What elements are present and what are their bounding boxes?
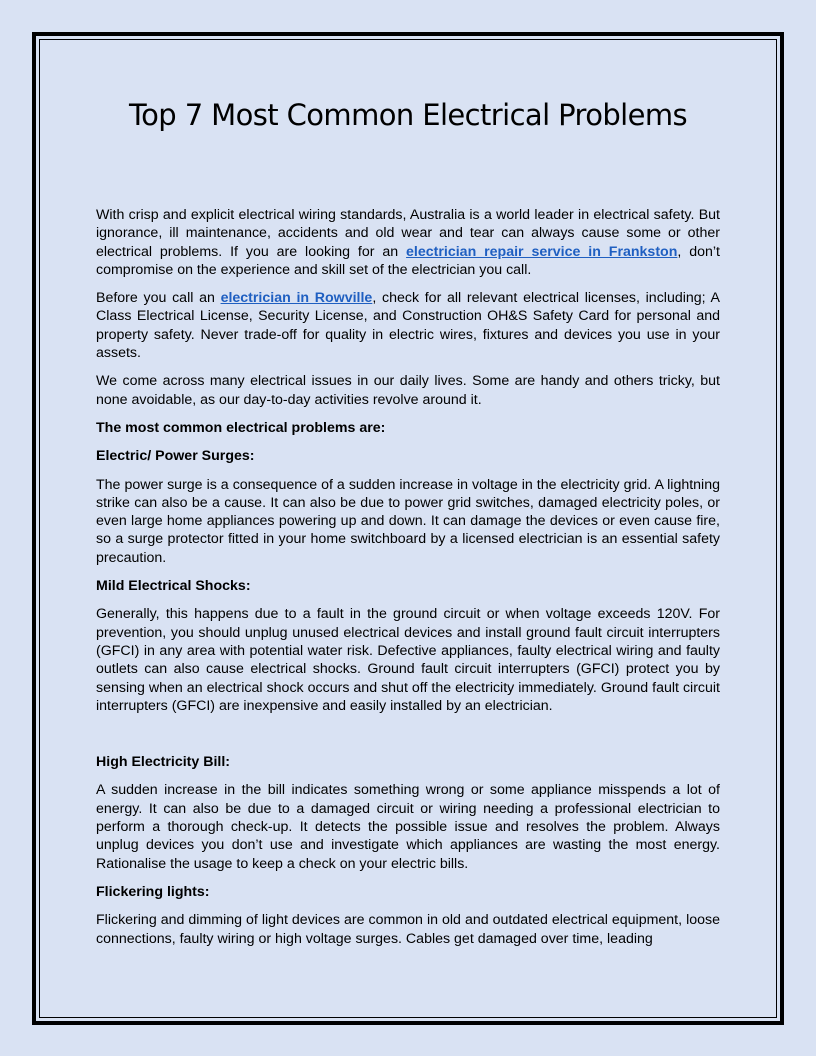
section-body-electrical-shocks: Generally, this happens due to a fault in the ground circuit or when voltage exceeds 120V. For prevention, you should unplug unused electrical devices and install ground fault circuit interrupters (GFCI) in any area with potential water risk. Defective appliances, faulty electrical wiring and faulty outlets can also cause electrical shocks. Ground fault circuit interrupters (GFCI) protect you by sensing when an electrical shock occurs and shut off the electricity immediately. Ground fault circuit interrupters (GFCI) are inexpensive and easily installed by an electrician. <box>96 606 720 714</box>
page-title: Top 7 Most Common Electrical Problems <box>128 98 688 132</box>
intro-paragraph-3: We come across many electrical issues in our daily lives. Some are handy and others tricky, but none avoidable, as our day-to-day activities revolve around it. <box>96 373 720 408</box>
list-heading: The most common electrical problems are: <box>96 419 386 436</box>
intro-paragraph-2 <box>96 289 720 362</box>
section-heading-flickering-lights: Flickering lights: <box>96 883 210 900</box>
article-body <box>96 206 720 958</box>
rowville-electrician-link[interactable]: electrician in Rowville <box>220 290 373 307</box>
frankston-repair-link[interactable]: electrician repair service in Frankston <box>406 243 678 260</box>
section-body-power-surges: The power surge is a consequence of a sudden increase in voltage in the electricity grid. A lightning strike can also be a cause. It can also be due to power grid switches, damaged electricity poles, or even large home appliances powering up and down. It can damage the devices or even cause fire, so a surge protector fitted in your home switchboard by a licensed electrician is an essential safety precaution. <box>96 476 720 566</box>
intro-p2-text-end: , check for all relevant electrical licenses, including; A Class Electrical License, Security License, and Construction OH&S Safety Card for personal and property safety. Never trade-off for quality in electric wires, fixtures and devices you use in your assets. <box>96 290 720 362</box>
intro-p1-text-end: , don’t compromise on the experience and skill set of the electrician you call. <box>96 243 720 278</box>
intro-p2-text-start: Before you call an <box>96 290 221 307</box>
spacer <box>96 725 720 753</box>
section-heading-electricity-bill: High Electricity Bill: <box>96 754 231 771</box>
section-heading-power-surges: Electric/ Power Surges: <box>96 448 255 465</box>
section-body-flickering-lights: Flickering and dimming of light devices are common in old and outdated electrical equipment, loose connections, faulty wiring or high voltage surges. Cables get damaged over time, leading <box>96 912 720 947</box>
intro-paragraph-1 <box>96 206 720 279</box>
intro-p1-text-start: With crisp and explicit electrical wiring standards, Australia is a world leader in electrical safety. But ignorance, ill maintenance, accidents and old wear and tear can always cause some or other electrical problems. If you are looking for an <box>96 207 720 260</box>
section-body-electricity-bill: A sudden increase in the bill indicates something wrong or some appliance misspends a lot of energy. It can also be due to a damaged circuit or wiring needing a professional electrician to perform a thorough check-up. It detects the possible issue and resolves the problem. Always unplug devices you don’t use and investigate which appliances are wasting the most energy. Rationalise the usage to keep a check on your electric bills. <box>96 782 720 872</box>
section-heading-electrical-shocks: Mild Electrical Shocks: <box>96 578 251 595</box>
